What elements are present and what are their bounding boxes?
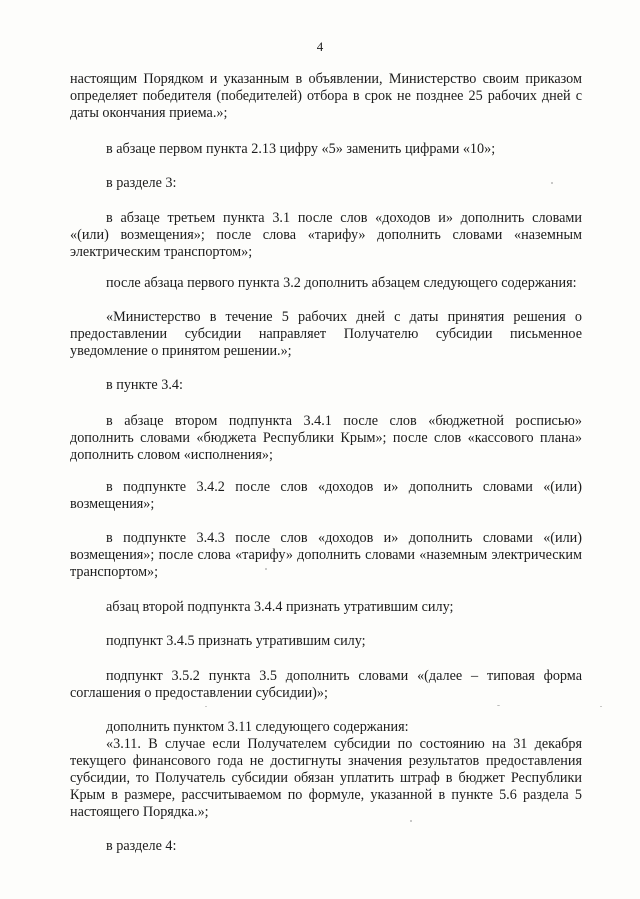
scan-speck <box>205 706 207 707</box>
scan-speck <box>497 705 500 706</box>
paragraph-4: в абзаце третьем пункта 3.1 после слов «доходов и» дополнить словами «(или) возмещения»; после слова «тарифу» дополнить словами «наземным электрическим транспортом»; <box>70 210 582 260</box>
paragraph-7: в пункте 3.4: <box>106 377 183 393</box>
paragraph-6: «Министерство в течение 5 рабочих дней с даты принятия решения о предоставлении субсидии направляет Получателю субсидии письменное уведомление о принятом решении.»; <box>70 309 582 359</box>
paragraph-14: дополнить пунктом 3.11 следующего содержания: <box>106 719 409 735</box>
scan-speck <box>265 568 267 570</box>
paragraph-1: настоящим Порядком и указанным в объявлении, Министерство своим приказом определяет победителя (победителей) отбора в срок не позднее 25 рабочих дней с даты окончания приема.»; <box>70 71 582 121</box>
paragraph-10: в подпункте 3.4.3 после слов «доходов и» дополнить словами «(или) возмещения»; после слова «тарифу» дополнить словами «наземным электрическим транспортом»; <box>70 530 582 580</box>
scan-speck <box>551 182 553 184</box>
paragraph-13: подпункт 3.5.2 пункта 3.5 дополнить словами «(далее – типовая форма соглашения о предоставлении субсидии)»; <box>70 668 582 701</box>
paragraph-3: в разделе 3: <box>106 175 177 191</box>
paragraph-15: «3.11. В случае если Получателем субсидии по состоянию на 31 декабря текущего финансового года не достигнуты значения результатов предоставления субсидии, то Получатель субсидии обязан уплатить штраф в бюджет Республики Крым в размере, рассчитываемом по формуле, указанной в пункте 5.6 раздела 5 настоящего Порядка.»; <box>70 736 582 820</box>
paragraph-8: в абзаце втором подпункта 3.4.1 после слов «бюджетной росписью» дополнить словами «бюджета Республики Крым»; после слов «кассового плана» дополнить словом «исполнения»; <box>70 413 582 463</box>
paragraph-9: в подпункте 3.4.2 после слов «доходов и» дополнить словами «(или) возмещения»; <box>70 479 582 512</box>
paragraph-16: в разделе 4: <box>106 838 177 854</box>
paragraph-11: абзац второй подпункта 3.4.4 признать утратившим силу; <box>106 599 454 615</box>
scan-speck <box>600 706 602 707</box>
scan-speck <box>410 820 412 822</box>
paragraph-2: в абзаце первом пункта 2.13 цифру «5» заменить цифрами «10»; <box>106 141 496 157</box>
page-number: 4 <box>316 39 324 54</box>
paragraph-5: после абзаца первого пункта 3.2 дополнить абзацем следующего содержания: <box>106 275 577 291</box>
paragraph-12: подпункт 3.4.5 признать утратившим силу; <box>106 633 366 649</box>
